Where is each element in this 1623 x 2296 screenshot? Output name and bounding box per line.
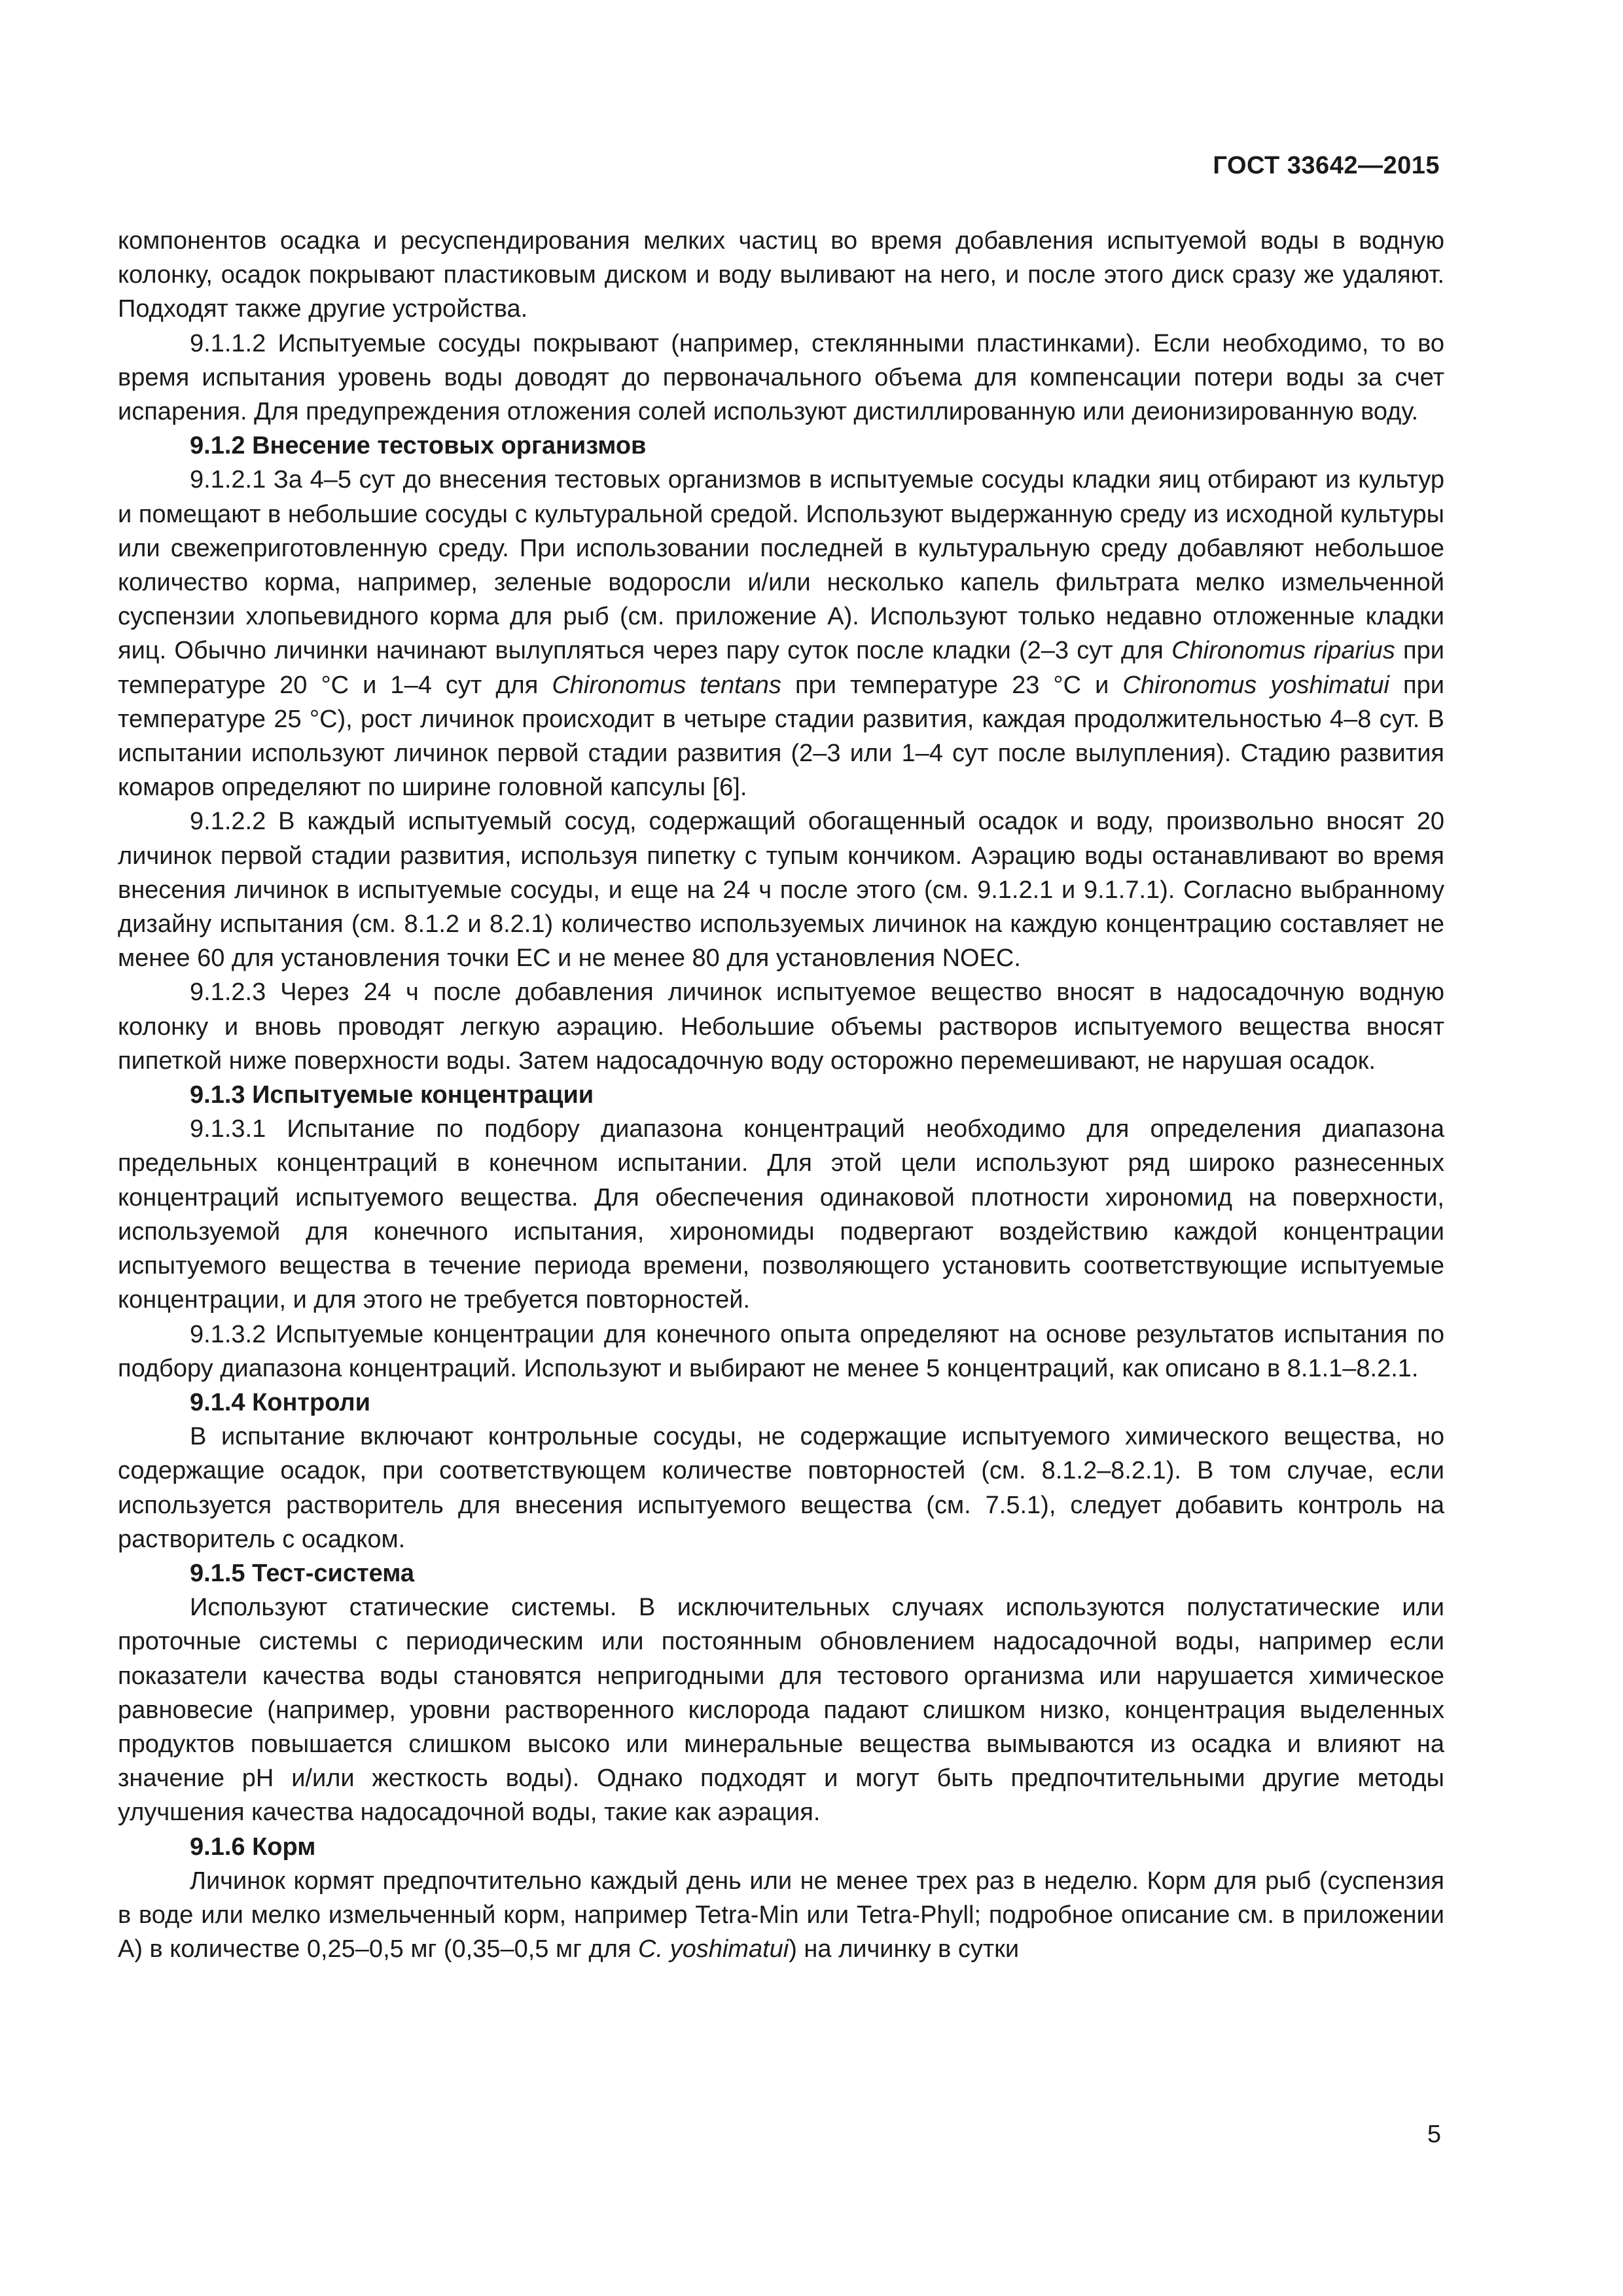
species-name: Chironomus tentans [552,671,781,699]
paragraph-controls: В испытание включают контрольные сосуды, не содержащие испытуемого химического вещества, но содержащие осадок, при соответствующем количестве повторностей (см. 8.1.2–8.2.1). В том случае, если используется растворитель для внесения испытуемого вещества (см. 7.5.1), следует добавить контроль на растворитель с осадком. [118,1423,1444,1553]
paragraph-feeding [118,1864,1444,1967]
paragraph-9-1-2-3: 9.1.2.3 Через 24 ч после добавления личинок испытуемое вещество вносят в надосадочную водную колонку и вновь проводят легкую аэрацию. Небольшие объемы растворов испытуемого вещества вносят пипеткой ниже поверхности воды. Затем надосадочную воду осторожно перемешивают, не нарушая осадок. [118,978,1444,1075]
text-run: Личинок кормят предпочтительно каждый день или не менее трех раз в неделю. Корм для рыб (суспензия в воде или мелко измельченный корм, например Tetra-Min или Tetra-Phyll; подробное описание см. в приложении А) в количестве 0,25–0,5 мг (0,35–0,5 мг для [118,1867,1444,1964]
paragraph-test-system: Используют статические системы. В исключительных случаях используются полустатические или проточные системы с периодическим или постоянным обновлением надосадочной воды, например если показатели качества воды становятся непригодными для тестового организма или нарушается химическое равновесие (например, уровни растворенного кислорода падают слишком низко, концентрация выделенных продуктов повышается слишком высоко или минеральные вещества вымываются из осадка и влияют на значение рН и/или жесткость воды). Однако подходят и могут быть предпочтительными другие методы улучшения качества надосадочной воды, такие как аэрация. [118,1594,1444,1827]
text-run: при температуре 25 °С), рост личинок происходит в четыре стадии развития, каждая продолжительностью 4–8 сут. В испытании используют личинок первой стадии развития (2–3 или 1–4 сут после вылупления). Стадию развития комаров определяют по ширине головной капсулы [6]. [118,671,1444,802]
document-body [118,224,1444,1966]
text-run: при температуре 20 °С и 1–4 сут для [118,637,1444,699]
paragraph-9-1-2-1 [118,463,1444,804]
paragraph-9-1-2-2: 9.1.2.2 В каждый испытуемый сосуд, содержащий обогащенный осадок и воду, произвольно вносят 20 личинок первой стадии развития, используя пипетку с тупым кончиком. Аэрацию воды останавливают во время внесения личинок в испытуемые сосуды, и еще на 24 ч после этого (см. 9.1.2.1 и 9.1.7.1). Согласно выбранному дизайну испытания (см. 8.1.2 и 8.2.1) количество используемых личинок на каждую концентрацию составляет не менее 60 для установления точки ЕС и не менее 80 для установления NOEC. [118,808,1444,973]
species-name: Chironomus riparius [1171,637,1395,665]
section-heading-9-1-4: 9.1.4 Контроли [190,1388,371,1416]
section-heading-9-1-6: 9.1.6 Корм [190,1833,316,1861]
section-heading-9-1-2: 9.1.2 Внесение тестовых организмов [190,432,647,460]
paragraph-9-1-3-1: 9.1.3.1 Испытание по подбору диапазона концентраций необходимо для определения диапазона предельных концентраций в конечном испытании. Для этой цели используют ряд широко разнесенных концентраций испытуемого вещества. Для обеспечения одинаковой плотности хирономид на поверхности, используемой для конечного испытания, хирономиды подвергают воздействию каждой концентрации испытуемого вещества в течение периода времени, позволяющего установить соответствующие испытуемые концентрации, и для этого не требуется повторностей. [118,1115,1444,1314]
standard-designation: ГОСТ 33642—2015 [1213,152,1440,179]
section-heading-9-1-3: 9.1.3 Испытуемые концентрации [190,1081,594,1109]
species-name: C. yoshimatui [638,1935,789,1964]
text-run: при температуре 23 °С и [781,671,1123,699]
paragraph-9-1-3-2: 9.1.3.2 Испытуемые концентрации для конечного опыта определяют на основе результатов испытания по подбору диапазона концентраций. Используют и выбирают не менее 5 концентраций, как описано в 8.1.1–8.2.1. [118,1320,1444,1382]
species-name: Chironomus yoshimatui [1122,671,1389,699]
text-run: 9.1.2.1 За 4–5 сут до внесения тестовых организмов в испытуемые сосуды кладки яиц отбирают из культур и помещают в небольшие сосуды с культуральной средой. Используют выдержанную среду из исходной культуры или свежеприготовленную среду. При использовании последней в культуральную среду добавляют небольшое количество корма, например, зеленые водоросли и/или несколько капель фильтрата мелко измельченной суспензии хлопьевидного корма для рыб (см. приложение А). Используют только недавно отложенные кладки яиц. Обычно личинки начинают вылупляться через пару суток после кладки (2–3 сут для [118,466,1444,665]
section-heading-9-1-5: 9.1.5 Тест-система [190,1559,415,1587]
paragraph-9-1-1-2: 9.1.1.2 Испытуемые сосуды покрывают (например, стеклянными пластинками). Если необходимо, то во время испытания уровень воды доводят до первоначального объема для компенсации потери воды за счет испарения. Для предупреждения отложения солей используют дистиллированную или деионизированную воду. [118,329,1444,426]
paragraph-continued: компонентов осадка и ресуспендирования мелких частиц во время добавления испытуемой воды в водную колонку, осадок покрывают пластиковым диском и воду выливают на него, и после этого диск сразу же удаляют. Подходят также другие устройства. [118,227,1444,323]
text-run: ) на личинку в сутки [789,1935,1020,1964]
page-number: 5 [1427,2121,1441,2148]
